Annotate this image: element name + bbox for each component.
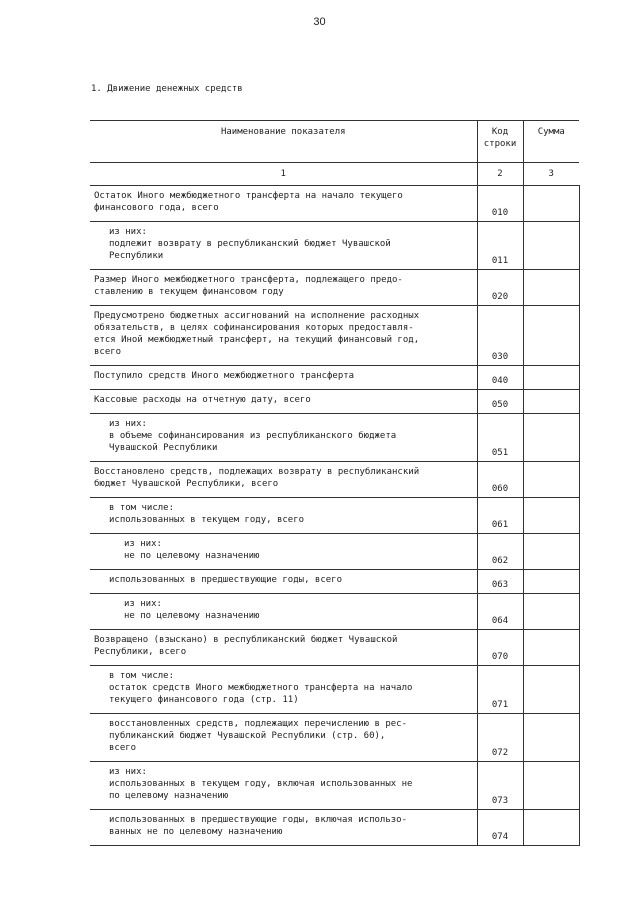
table-row bbox=[90, 306, 579, 366]
row-code: 062 bbox=[477, 534, 523, 570]
table-row bbox=[90, 366, 579, 390]
table-row bbox=[90, 570, 579, 594]
row-sum[interactable] bbox=[523, 414, 579, 462]
header-code: Код строки bbox=[477, 121, 523, 163]
table-row bbox=[90, 594, 579, 630]
row-code: 074 bbox=[477, 810, 523, 846]
row-name: из них: использованных в текущем году, включая использованных не по целевому назначению bbox=[90, 762, 477, 810]
row-code: 073 bbox=[477, 762, 523, 810]
row-sum[interactable] bbox=[523, 762, 579, 810]
table-row bbox=[90, 630, 579, 666]
row-name: из них: не по целевому назначению bbox=[90, 594, 477, 630]
row-sum[interactable] bbox=[523, 366, 579, 390]
row-code: 063 bbox=[477, 570, 523, 594]
row-code: 050 bbox=[477, 390, 523, 414]
row-sum[interactable] bbox=[523, 570, 579, 594]
row-name: Остаток Иного межбюджетного трансферта на начало текущего финансового года, всего bbox=[90, 186, 477, 222]
column-number-3: 3 bbox=[523, 163, 579, 186]
table-row bbox=[90, 810, 579, 846]
row-name: восстановленных средств, подлежащих перечислению в рес- публиканский бюджет Чувашской Республики (стр. 60), всего bbox=[90, 714, 477, 762]
row-sum[interactable] bbox=[523, 222, 579, 270]
row-name: Поступило средств Иного межбюджетного трансферта bbox=[90, 366, 477, 390]
table-row bbox=[90, 414, 579, 462]
row-sum[interactable] bbox=[523, 498, 579, 534]
row-sum[interactable] bbox=[523, 462, 579, 498]
row-sum[interactable] bbox=[523, 534, 579, 570]
row-name: Предусмотрено бюджетных ассигнований на исполнение расходных обязательств, в целях софинансирования которых предоставля- ется Иной межбюджетный трансферт, на текущий финансовый год, всего bbox=[90, 306, 477, 366]
row-code: 020 bbox=[477, 270, 523, 306]
table-row bbox=[90, 462, 579, 498]
row-code: 011 bbox=[477, 222, 523, 270]
row-code: 060 bbox=[477, 462, 523, 498]
row-sum[interactable] bbox=[523, 186, 579, 222]
row-code: 040 bbox=[477, 366, 523, 390]
row-sum[interactable] bbox=[523, 306, 579, 366]
row-code: 070 bbox=[477, 630, 523, 666]
header-row bbox=[90, 121, 579, 163]
row-name: Размер Иного межбюджетного трансферта, подлежащего предо- ставлению в текущем финансовом году bbox=[90, 270, 477, 306]
row-name: из них: в объеме софинансирования из республиканского бюджета Чувашской Республики bbox=[90, 414, 477, 462]
row-name: из них: не по целевому назначению bbox=[90, 534, 477, 570]
row-code: 072 bbox=[477, 714, 523, 762]
row-name: Восстановлено средств, подлежащих возврату в республиканский бюджет Чувашской Республики, всего bbox=[90, 462, 477, 498]
column-number-1: 1 bbox=[90, 163, 477, 186]
row-code: 010 bbox=[477, 186, 523, 222]
table-row bbox=[90, 222, 579, 270]
row-sum[interactable] bbox=[523, 666, 579, 714]
column-number-row bbox=[90, 163, 579, 186]
table-row bbox=[90, 498, 579, 534]
row-code: 071 bbox=[477, 666, 523, 714]
row-sum[interactable] bbox=[523, 390, 579, 414]
row-name: в том числе: остаток средств Иного межбюджетного трансферта на начало текущего финансового года (стр. 11) bbox=[90, 666, 477, 714]
cash-flow-table bbox=[90, 120, 580, 846]
row-sum[interactable] bbox=[523, 714, 579, 762]
column-number-2: 2 bbox=[477, 163, 523, 186]
table-row bbox=[90, 186, 579, 222]
table-row bbox=[90, 666, 579, 714]
row-sum[interactable] bbox=[523, 810, 579, 846]
row-sum[interactable] bbox=[523, 594, 579, 630]
table-row bbox=[90, 270, 579, 306]
row-code: 064 bbox=[477, 594, 523, 630]
row-code: 030 bbox=[477, 306, 523, 366]
row-name: из них: подлежит возврату в республиканский бюджет Чувашской Республики bbox=[90, 222, 477, 270]
row-name: использованных в предшествующие годы, всего bbox=[90, 570, 477, 594]
header-name: Наименование показателя bbox=[90, 121, 477, 163]
page-number: 30 bbox=[313, 16, 326, 28]
row-name: Кассовые расходы на отчетную дату, всего bbox=[90, 390, 477, 414]
row-name: в том числе: использованных в текущем году, всего bbox=[90, 498, 477, 534]
section-title: 1. Движение денежных средств bbox=[91, 84, 243, 94]
header-sum: Сумма bbox=[523, 121, 579, 163]
row-sum[interactable] bbox=[523, 630, 579, 666]
row-sum[interactable] bbox=[523, 270, 579, 306]
row-name: использованных в предшествующие годы, включая использо- ванных не по целевому назначению bbox=[90, 810, 477, 846]
row-name: Возвращено (взыскано) в республиканский бюджет Чувашской Республики, всего bbox=[90, 630, 477, 666]
table-row bbox=[90, 534, 579, 570]
row-code: 061 bbox=[477, 498, 523, 534]
table-row bbox=[90, 762, 579, 810]
table-row bbox=[90, 714, 579, 762]
table-row bbox=[90, 390, 579, 414]
row-code: 051 bbox=[477, 414, 523, 462]
